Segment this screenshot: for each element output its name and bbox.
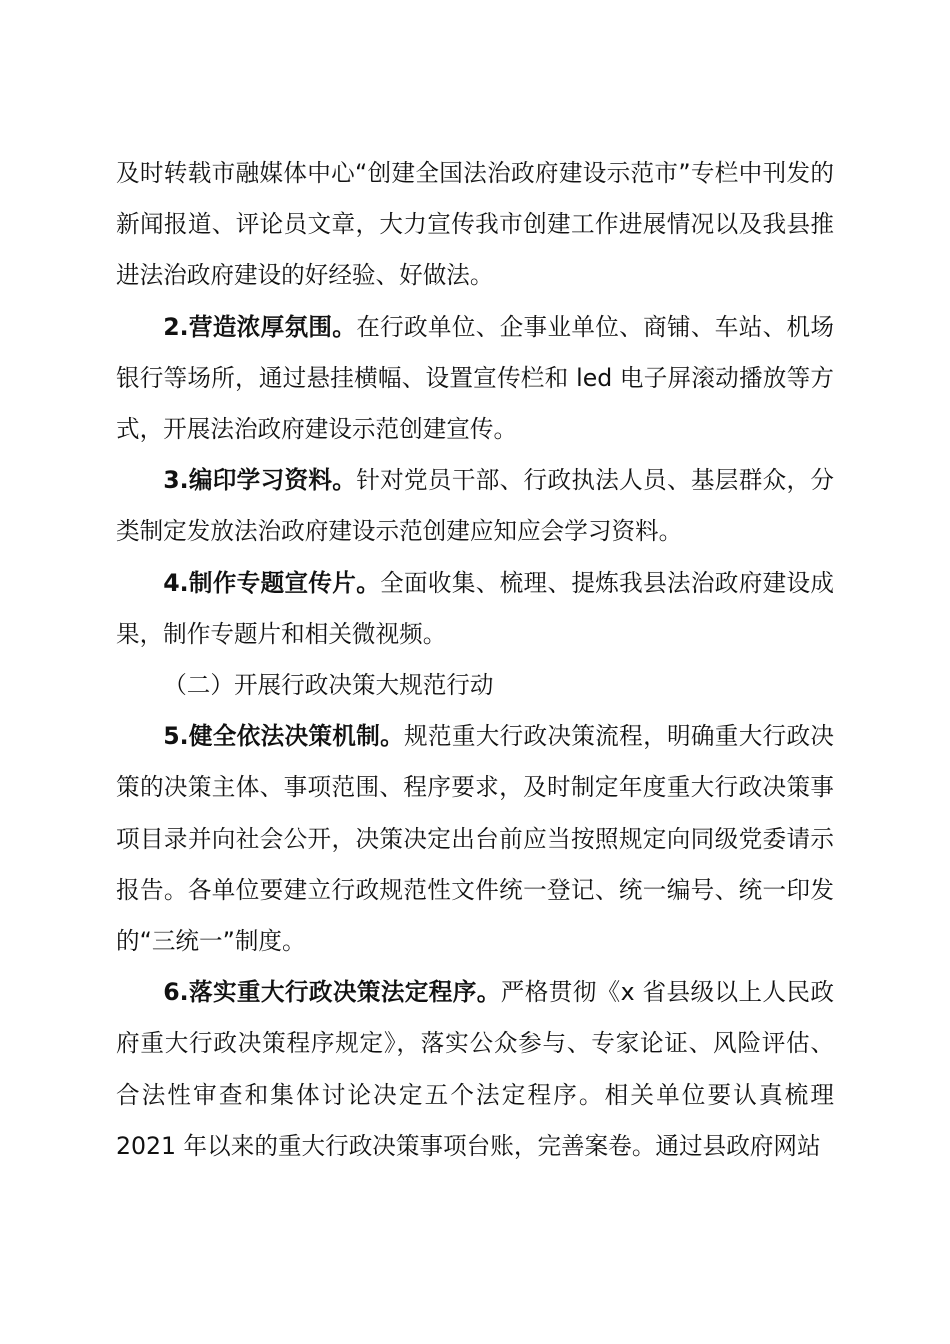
paragraph-lead: 5.健全依法决策机制。 xyxy=(163,722,405,751)
paragraph-text: 在行政单位、企事业单位、商铺、车站、机场银行等场所，通过悬挂横幅、设置宣传栏和 led 电子屏滚动播放等方式，开展法治政府建设示范创建宣传。 xyxy=(116,312,834,444)
paragraph-lead: 3.编印学习资料。 xyxy=(163,466,357,495)
section-heading xyxy=(116,660,834,711)
continuation-paragraph xyxy=(116,148,834,302)
paragraph-text: 针对党员干部、行政执法人员、基层群众，分类制定发放法治政府建设示范创建应知应会学习资料。 xyxy=(116,466,834,546)
section-heading-text: （二）开展行政决策大规范行动 xyxy=(163,671,494,700)
paragraph-text: 全面收集、梳理、提炼我县法治政府建设成果，制作专题片和相关微视频。 xyxy=(116,568,834,648)
paragraph-item-4 xyxy=(116,558,834,660)
paragraph-item-6 xyxy=(116,967,834,1172)
paragraph-item-3 xyxy=(116,455,834,557)
paragraph-lead: 4.制作专题宣传片。 xyxy=(163,568,381,597)
paragraph-lead: 6.落实重大行政决策法定程序。 xyxy=(163,978,501,1007)
paragraph-item-5 xyxy=(116,711,834,967)
paragraph-text: 严格贯彻《x 省县级以上人民政府重大行政决策程序规定》，落实公众参与、专家论证、风险评估、合法性审查和集体讨论决定五个法定程序。相关单位要认真梳理 2021 年以来的重大行政决策事项台账，完善案卷。通过县政府网站 xyxy=(116,978,834,1160)
paragraph-text: 及时转载市融媒体中心“创建全国法治政府建设示范市”专栏中刊发的新闻报道、评论员文章，大力宣传我市创建工作进展情况以及我县推进法治政府建设的好经验、好做法。 xyxy=(116,159,834,290)
paragraph-lead: 2.营造浓厚氛围。 xyxy=(163,312,357,341)
paragraph-item-2 xyxy=(116,302,834,456)
paragraph-text: 规范重大行政决策流程，明确重大行政决策的决策主体、事项范围、程序要求，及时制定年度重大行政决策事项目录并向社会公开，决策决定出台前应当按照规定向同级党委请示报告。各单位要建立行政规范性文件统一登记、统一编号、统一印发的“三统一”制度。 xyxy=(116,722,835,956)
document-body xyxy=(116,148,834,1172)
